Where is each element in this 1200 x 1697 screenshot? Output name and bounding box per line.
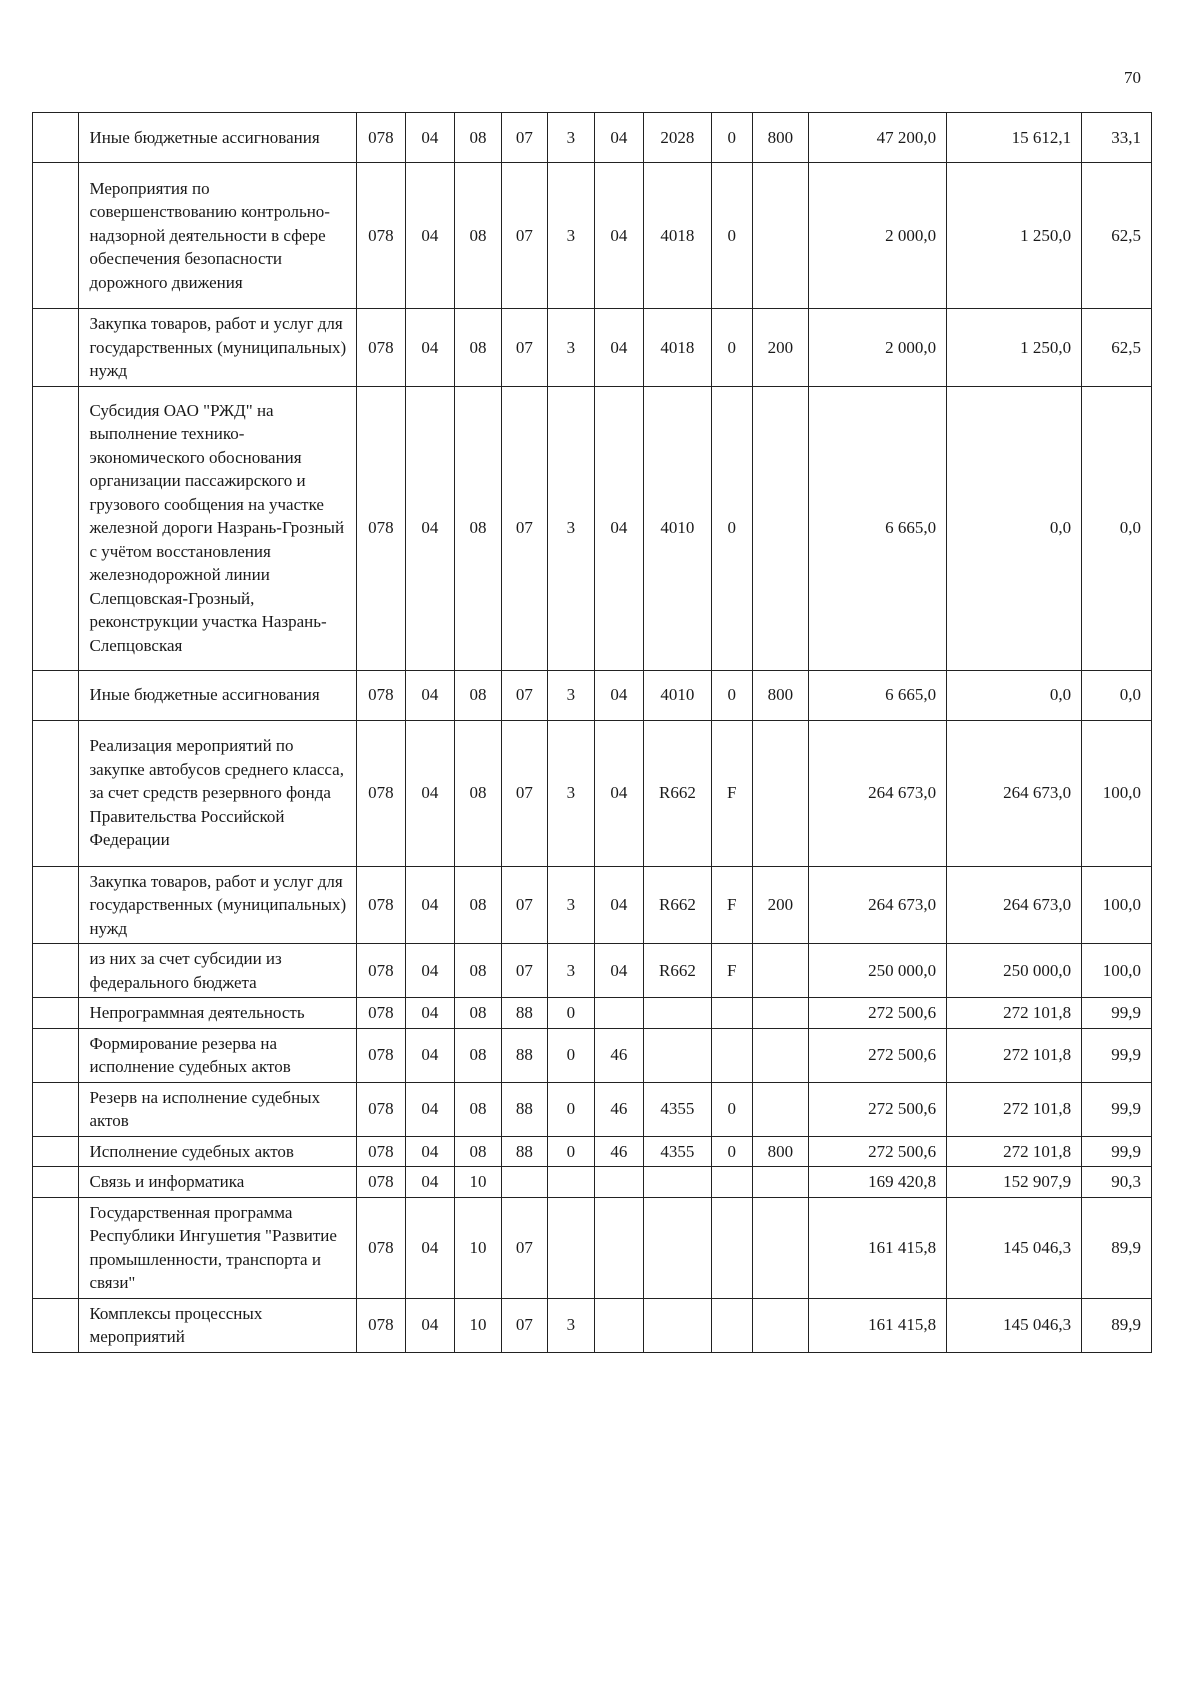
direction-code-cell — [644, 1167, 712, 1198]
direction-code-cell: 4010 — [644, 670, 712, 720]
actual-amount-cell: 272 101,8 — [947, 1136, 1082, 1167]
section-code-cell: 04 — [405, 309, 455, 387]
expense-type-cell — [752, 1028, 808, 1082]
execution-percent-cell: 33,1 — [1082, 113, 1152, 163]
item-name-cell: из них за счет субсидии из федерального бюджета — [79, 944, 357, 998]
section-code-cell: 04 — [405, 1167, 455, 1198]
execution-percent-cell: 89,9 — [1082, 1298, 1152, 1352]
event-code-cell: 04 — [594, 163, 644, 309]
actual-amount-cell: 272 101,8 — [947, 1028, 1082, 1082]
actual-amount-cell: 272 101,8 — [947, 998, 1082, 1029]
execution-percent-cell: 0,0 — [1082, 670, 1152, 720]
direction-code-cell: R662 — [644, 944, 712, 998]
row-number-cell — [33, 1082, 79, 1136]
grbs-code-cell: 078 — [357, 163, 406, 309]
direction-code-cell — [644, 1028, 712, 1082]
actual-amount-cell: 145 046,3 — [947, 1197, 1082, 1298]
actual-amount-cell: 250 000,0 — [947, 944, 1082, 998]
subsection-code-cell: 08 — [455, 163, 501, 309]
actual-amount-cell: 0,0 — [947, 386, 1082, 670]
item-name-cell: Закупка товаров, работ и услуг для государственных (муниципальных) нужд — [79, 309, 357, 387]
subsection-code-cell: 08 — [455, 1082, 501, 1136]
row-number-cell — [33, 163, 79, 309]
planned-amount-cell: 161 415,8 — [808, 1197, 946, 1298]
row-number-cell — [33, 998, 79, 1029]
subsection-code-cell: 08 — [455, 113, 501, 163]
table-row — [33, 1028, 1152, 1082]
item-name-cell: Непрограммная деятельность — [79, 998, 357, 1029]
planned-amount-cell: 272 500,6 — [808, 1028, 946, 1082]
event-code-cell: 04 — [594, 386, 644, 670]
planned-amount-cell: 264 673,0 — [808, 720, 946, 866]
row-number-cell — [33, 720, 79, 866]
direction-code-cell — [644, 998, 712, 1029]
direction-code-cell: R662 — [644, 720, 712, 866]
event-code-cell: 46 — [594, 1028, 644, 1082]
item-name-cell: Иные бюджетные ассигнования — [79, 113, 357, 163]
direction-code-cell: 4355 — [644, 1136, 712, 1167]
row-number-cell — [33, 1136, 79, 1167]
row-number-cell — [33, 113, 79, 163]
suffix-code-cell: F — [711, 720, 752, 866]
subsection-code-cell: 10 — [455, 1197, 501, 1298]
grbs-code-cell: 078 — [357, 1167, 406, 1198]
table-row — [33, 866, 1152, 944]
table-row — [33, 1298, 1152, 1352]
program-code-cell: 07 — [501, 309, 547, 387]
expense-type-cell: 200 — [752, 866, 808, 944]
expense-type-cell: 200 — [752, 309, 808, 387]
suffix-code-cell: 0 — [711, 309, 752, 387]
planned-amount-cell: 2 000,0 — [808, 309, 946, 387]
subsection-code-cell: 08 — [455, 670, 501, 720]
suffix-code-cell: F — [711, 944, 752, 998]
item-name-cell: Мероприятия по совершенствованию контрольно-надзорной деятельности в сфере обеспечения безопасности дорожного движения — [79, 163, 357, 309]
section-code-cell: 04 — [405, 113, 455, 163]
expense-type-cell — [752, 944, 808, 998]
table-row — [33, 1082, 1152, 1136]
grbs-code-cell: 078 — [357, 670, 406, 720]
grbs-code-cell: 078 — [357, 1136, 406, 1167]
expense-type-cell: 800 — [752, 113, 808, 163]
expense-type-cell — [752, 1082, 808, 1136]
table-body — [33, 113, 1152, 1353]
subsection-code-cell: 10 — [455, 1298, 501, 1352]
actual-amount-cell: 0,0 — [947, 670, 1082, 720]
subprogram-code-cell: 3 — [548, 944, 594, 998]
expense-type-cell — [752, 163, 808, 309]
suffix-code-cell — [711, 1298, 752, 1352]
execution-percent-cell: 100,0 — [1082, 944, 1152, 998]
item-name-cell: Субсидия ОАО "РЖД" на выполнение технико-экономического обоснования организации пассажирского и грузового сообщения на участке железной дороги Назрань-Грозный с учётом восстановления железнодорожной линии Слепцовская-Грозный, реконструкции участка Назрань-Слепцовская — [79, 386, 357, 670]
subsection-code-cell: 08 — [455, 998, 501, 1029]
subprogram-code-cell: 3 — [548, 113, 594, 163]
program-code-cell: 07 — [501, 1197, 547, 1298]
section-code-cell: 04 — [405, 386, 455, 670]
subsection-code-cell: 08 — [455, 720, 501, 866]
section-code-cell: 04 — [405, 1082, 455, 1136]
table-row — [33, 944, 1152, 998]
subsection-code-cell: 10 — [455, 1167, 501, 1198]
event-code-cell: 04 — [594, 866, 644, 944]
program-code-cell: 07 — [501, 866, 547, 944]
program-code-cell: 88 — [501, 998, 547, 1029]
program-code-cell: 88 — [501, 1028, 547, 1082]
subprogram-code-cell: 3 — [548, 720, 594, 866]
expense-type-cell — [752, 386, 808, 670]
grbs-code-cell: 078 — [357, 720, 406, 866]
subsection-code-cell: 08 — [455, 944, 501, 998]
suffix-code-cell: 0 — [711, 163, 752, 309]
planned-amount-cell: 272 500,6 — [808, 1136, 946, 1167]
table-row — [33, 1136, 1152, 1167]
event-code-cell — [594, 1197, 644, 1298]
direction-code-cell: 4355 — [644, 1082, 712, 1136]
actual-amount-cell: 1 250,0 — [947, 309, 1082, 387]
table-row — [33, 163, 1152, 309]
actual-amount-cell: 145 046,3 — [947, 1298, 1082, 1352]
execution-percent-cell: 0,0 — [1082, 386, 1152, 670]
subprogram-code-cell: 3 — [548, 1298, 594, 1352]
subprogram-code-cell: 0 — [548, 1082, 594, 1136]
subsection-code-cell: 08 — [455, 1136, 501, 1167]
program-code-cell: 07 — [501, 1298, 547, 1352]
direction-code-cell: R662 — [644, 866, 712, 944]
table-row — [33, 113, 1152, 163]
table-row — [33, 309, 1152, 387]
suffix-code-cell — [711, 998, 752, 1029]
item-name-cell: Государственная программа Республики Ингушетия "Развитие промышленности, транспорта и связи" — [79, 1197, 357, 1298]
suffix-code-cell — [711, 1197, 752, 1298]
actual-amount-cell: 1 250,0 — [947, 163, 1082, 309]
event-code-cell: 46 — [594, 1082, 644, 1136]
actual-amount-cell: 272 101,8 — [947, 1082, 1082, 1136]
direction-code-cell: 4018 — [644, 309, 712, 387]
event-code-cell: 04 — [594, 309, 644, 387]
subsection-code-cell: 08 — [455, 866, 501, 944]
expense-type-cell — [752, 1197, 808, 1298]
row-number-cell — [33, 1167, 79, 1198]
row-number-cell — [33, 944, 79, 998]
direction-code-cell: 4018 — [644, 163, 712, 309]
budget-table — [32, 112, 1152, 1353]
row-number-cell — [33, 670, 79, 720]
item-name-cell: Связь и информатика — [79, 1167, 357, 1198]
expense-type-cell — [752, 1298, 808, 1352]
item-name-cell: Комплексы процессных мероприятий — [79, 1298, 357, 1352]
expense-type-cell: 800 — [752, 670, 808, 720]
subprogram-code-cell: 0 — [548, 1028, 594, 1082]
event-code-cell — [594, 1298, 644, 1352]
item-name-cell: Формирование резерва на исполнение судебных актов — [79, 1028, 357, 1082]
subsection-code-cell: 08 — [455, 386, 501, 670]
subprogram-code-cell: 0 — [548, 998, 594, 1029]
actual-amount-cell: 152 907,9 — [947, 1167, 1082, 1198]
event-code-cell — [594, 1167, 644, 1198]
grbs-code-cell: 078 — [357, 1082, 406, 1136]
execution-percent-cell: 99,9 — [1082, 1028, 1152, 1082]
event-code-cell: 04 — [594, 944, 644, 998]
grbs-code-cell: 078 — [357, 1197, 406, 1298]
grbs-code-cell: 078 — [357, 309, 406, 387]
program-code-cell: 07 — [501, 670, 547, 720]
table-row — [33, 386, 1152, 670]
table-row — [33, 720, 1152, 866]
section-code-cell: 04 — [405, 1298, 455, 1352]
direction-code-cell — [644, 1298, 712, 1352]
row-number-cell — [33, 1197, 79, 1298]
planned-amount-cell: 6 665,0 — [808, 386, 946, 670]
grbs-code-cell: 078 — [357, 1028, 406, 1082]
actual-amount-cell: 15 612,1 — [947, 113, 1082, 163]
planned-amount-cell: 264 673,0 — [808, 866, 946, 944]
suffix-code-cell: 0 — [711, 386, 752, 670]
item-name-cell: Резерв на исполнение судебных актов — [79, 1082, 357, 1136]
subprogram-code-cell: 3 — [548, 866, 594, 944]
execution-percent-cell: 100,0 — [1082, 720, 1152, 866]
section-code-cell: 04 — [405, 163, 455, 309]
section-code-cell: 04 — [405, 720, 455, 866]
grbs-code-cell: 078 — [357, 113, 406, 163]
event-code-cell: 04 — [594, 720, 644, 866]
planned-amount-cell: 250 000,0 — [808, 944, 946, 998]
program-code-cell: 07 — [501, 944, 547, 998]
subprogram-code-cell: 3 — [548, 670, 594, 720]
expense-type-cell: 800 — [752, 1136, 808, 1167]
execution-percent-cell: 62,5 — [1082, 163, 1152, 309]
expense-type-cell — [752, 1167, 808, 1198]
direction-code-cell: 4010 — [644, 386, 712, 670]
grbs-code-cell: 078 — [357, 1298, 406, 1352]
section-code-cell: 04 — [405, 866, 455, 944]
section-code-cell: 04 — [405, 1136, 455, 1167]
subprogram-code-cell: 3 — [548, 386, 594, 670]
suffix-code-cell — [711, 1167, 752, 1198]
program-code-cell — [501, 1167, 547, 1198]
direction-code-cell: 2028 — [644, 113, 712, 163]
table-row — [33, 1167, 1152, 1198]
suffix-code-cell: 0 — [711, 1136, 752, 1167]
section-code-cell: 04 — [405, 1028, 455, 1082]
program-code-cell: 07 — [501, 386, 547, 670]
direction-code-cell — [644, 1197, 712, 1298]
planned-amount-cell: 6 665,0 — [808, 670, 946, 720]
actual-amount-cell: 264 673,0 — [947, 866, 1082, 944]
planned-amount-cell: 169 420,8 — [808, 1167, 946, 1198]
event-code-cell: 46 — [594, 1136, 644, 1167]
program-code-cell: 07 — [501, 720, 547, 866]
section-code-cell: 04 — [405, 670, 455, 720]
execution-percent-cell: 89,9 — [1082, 1197, 1152, 1298]
grbs-code-cell: 078 — [357, 386, 406, 670]
program-code-cell: 07 — [501, 163, 547, 309]
suffix-code-cell: F — [711, 866, 752, 944]
section-code-cell: 04 — [405, 944, 455, 998]
row-number-cell — [33, 866, 79, 944]
event-code-cell: 04 — [594, 670, 644, 720]
execution-percent-cell: 99,9 — [1082, 998, 1152, 1029]
execution-percent-cell: 90,3 — [1082, 1167, 1152, 1198]
row-number-cell — [33, 1028, 79, 1082]
planned-amount-cell: 272 500,6 — [808, 998, 946, 1029]
event-code-cell — [594, 998, 644, 1029]
row-number-cell — [33, 1298, 79, 1352]
row-number-cell — [33, 309, 79, 387]
planned-amount-cell: 2 000,0 — [808, 163, 946, 309]
program-code-cell: 88 — [501, 1082, 547, 1136]
item-name-cell: Реализация мероприятий по закупке автобусов среднего класса, за счет средств резервного фонда Правительства Российской Федерации — [79, 720, 357, 866]
row-number-cell — [33, 386, 79, 670]
suffix-code-cell: 0 — [711, 670, 752, 720]
expense-type-cell — [752, 720, 808, 866]
subprogram-code-cell: 3 — [548, 163, 594, 309]
page-number: 70 — [1124, 68, 1141, 87]
subprogram-code-cell: 0 — [548, 1136, 594, 1167]
table-row — [33, 670, 1152, 720]
item-name-cell: Закупка товаров, работ и услуг для государственных (муниципальных) нужд — [79, 866, 357, 944]
execution-percent-cell: 99,9 — [1082, 1082, 1152, 1136]
planned-amount-cell: 47 200,0 — [808, 113, 946, 163]
table-row — [33, 1197, 1152, 1298]
event-code-cell: 04 — [594, 113, 644, 163]
item-name-cell: Исполнение судебных актов — [79, 1136, 357, 1167]
execution-percent-cell: 99,9 — [1082, 1136, 1152, 1167]
execution-percent-cell: 62,5 — [1082, 309, 1152, 387]
suffix-code-cell: 0 — [711, 113, 752, 163]
grbs-code-cell: 078 — [357, 944, 406, 998]
planned-amount-cell: 272 500,6 — [808, 1082, 946, 1136]
program-code-cell: 07 — [501, 113, 547, 163]
subsection-code-cell: 08 — [455, 309, 501, 387]
execution-percent-cell: 100,0 — [1082, 866, 1152, 944]
expense-type-cell — [752, 998, 808, 1029]
suffix-code-cell: 0 — [711, 1082, 752, 1136]
actual-amount-cell: 264 673,0 — [947, 720, 1082, 866]
section-code-cell: 04 — [405, 998, 455, 1029]
section-code-cell: 04 — [405, 1197, 455, 1298]
subprogram-code-cell: 3 — [548, 309, 594, 387]
subprogram-code-cell — [548, 1197, 594, 1298]
program-code-cell: 88 — [501, 1136, 547, 1167]
table-row — [33, 998, 1152, 1029]
item-name-cell: Иные бюджетные ассигнования — [79, 670, 357, 720]
subsection-code-cell: 08 — [455, 1028, 501, 1082]
subprogram-code-cell — [548, 1167, 594, 1198]
grbs-code-cell: 078 — [357, 998, 406, 1029]
suffix-code-cell — [711, 1028, 752, 1082]
planned-amount-cell: 161 415,8 — [808, 1298, 946, 1352]
grbs-code-cell: 078 — [357, 866, 406, 944]
